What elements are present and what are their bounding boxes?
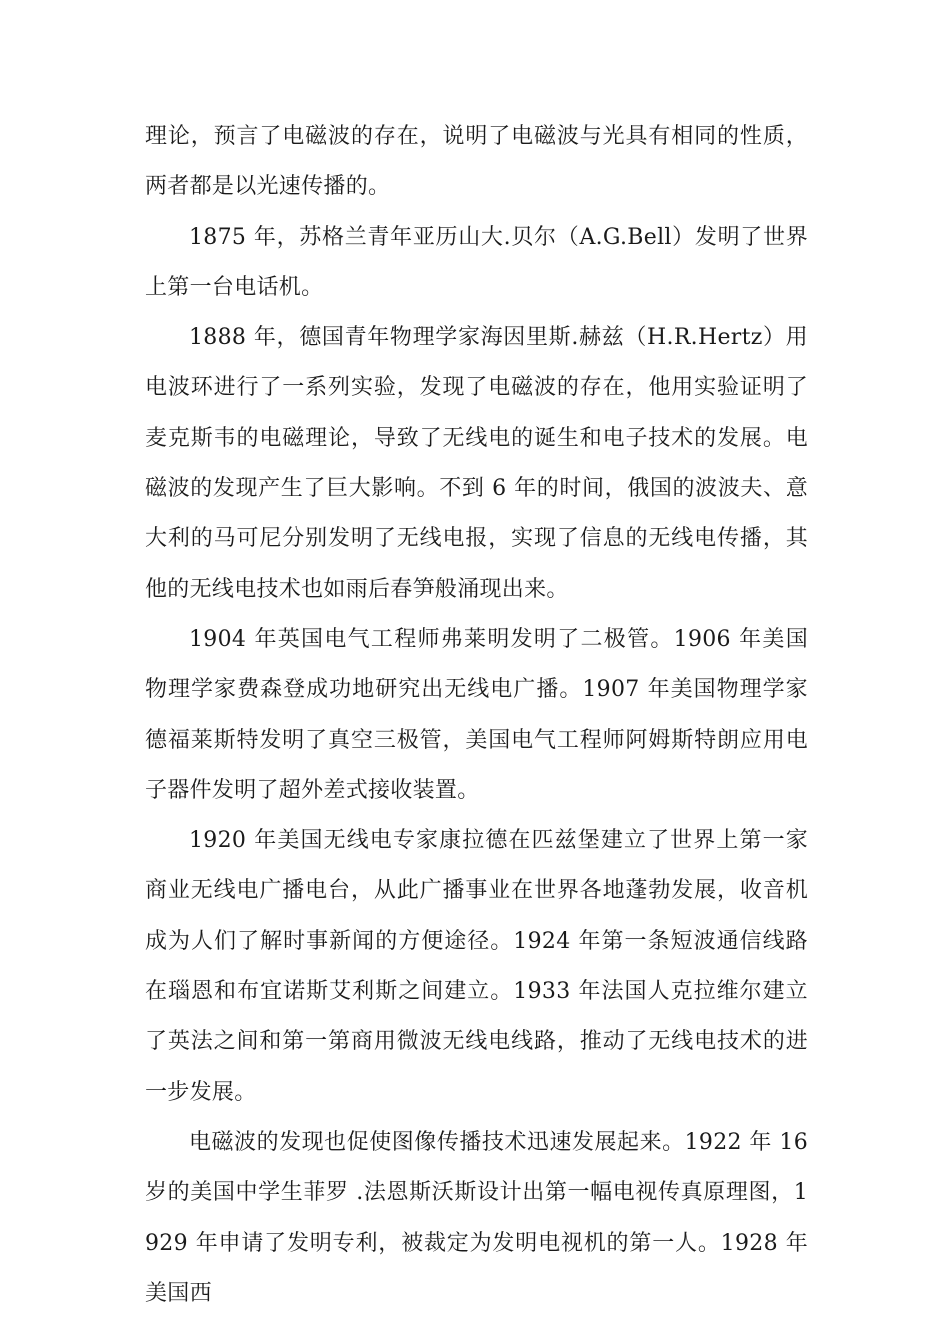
- paragraph-1904: 1904 年英国电气工程师弗莱明发明了二极管。1906 年美国物理学家费森登成功地研究出无线电广播。1907 年美国物理学家德福莱斯特发明了真空三极管，美国电气工程师阿姆斯特朗应用电子器件发明了超外差式接收装置。: [145, 626, 808, 803]
- paragraph-1920: 1920 年美国无线电专家康拉德在匹兹堡建立了世界上第一家商业无线电广播电台，从此广播事业在世界各地蓬勃发展，收音机成为人们了解时事新闻的方便途径。1924 年第一条短波通信线路在瑙恩和布宜诺斯艾利斯之间建立。1933 年法国人克拉维尔建立了英法之间和第一第商用微波无线电线路，推动了无线电技术的进一步发展。: [145, 828, 808, 1105]
- paragraph-image-transmission: 电磁波的发现也促使图像传播技术迅速发展起来。1922 年 16 岁的美国中学生菲罗 .法恩斯沃斯设计出第一幅电视传真原理图，1929 年申请了发明专利，被裁定为发明电视机的第一人。1928 年美国西: [145, 1129, 808, 1306]
- paragraph-1888: 1888 年，德国青年物理学家海因里斯.赫兹（H.R.Hertz）用电波环进行了一系列实验，发现了电磁波的存在，他用实验证明了麦克斯韦的电磁理论，导致了无线电的诞生和电子技术的发展。电磁波的发现产生了巨大影响。不到 6 年的时间，俄国的波波夫、意大利的马可尼分别发明了无线电报，实现了信息的无线电传播，其他的无线电技术也如雨后春笋般涌现出来。: [145, 325, 808, 602]
- body-text: [145, 112, 808, 1319]
- paragraph-1875: 1875 年，苏格兰青年亚历山大.贝尔（A.G.Bell）发明了世界上第一台电话机。: [145, 224, 808, 300]
- paragraph-continued: 理论，预言了电磁波的存在，说明了电磁波与光具有相同的性质，两者都是以光速传播的。: [145, 124, 808, 200]
